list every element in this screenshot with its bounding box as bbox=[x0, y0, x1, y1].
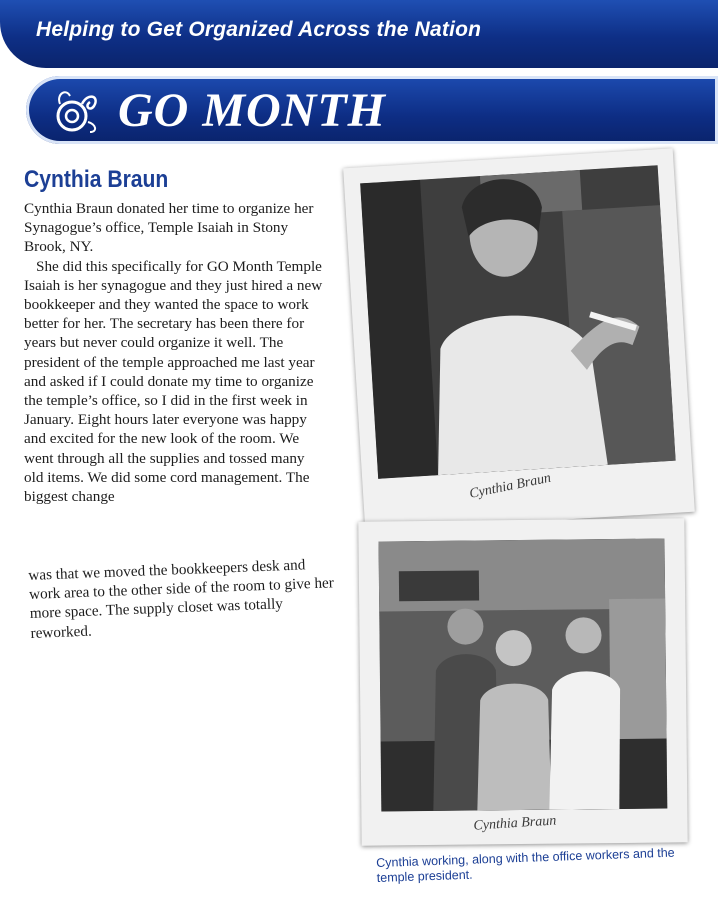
article-paragraph-2: She did this specifically for GO Month Temple Isaiah is her synagogue and they just hired a new bookkeeper and they wanted the space to work better for her. The secretary has been there for years but never could organize it well. The president of the temple approached me last year and asked if I could donate my time to organize the temple’s office, so I did in the first week in January. Eight hours later everyone was happy and excited for the new look of the room. We went through all the supplies and tossed many old items. We did some cord management. The biggest change bbox=[24, 257, 323, 506]
photo-cynthia-working bbox=[343, 148, 695, 531]
top-banner bbox=[0, 0, 718, 68]
article-heading: Cynthia Braun bbox=[24, 166, 169, 193]
article-paragraph-1: Cynthia Braun donated her time to organize her Synagogue’s office, Temple Isaiah in Stony Brook, NY. bbox=[24, 200, 314, 256]
photo-signature: Cynthia Braun bbox=[473, 813, 557, 834]
photo-caption: Cynthia working, along with the office workers and the temple president. bbox=[376, 845, 675, 885]
photo-image bbox=[379, 539, 668, 812]
article-body-continued bbox=[28, 554, 343, 643]
swirl-logo-icon bbox=[48, 84, 102, 138]
article-paragraph-2-continued: was that we moved the bookkeepers desk and work area to the other side of the room to give her more space. The supply closet was totally reworked. bbox=[28, 556, 335, 642]
article-body bbox=[24, 199, 324, 506]
photo-office-workers bbox=[358, 518, 687, 845]
photo-image bbox=[360, 165, 676, 479]
banner-title: Helping to Get Organized Across the Nation bbox=[36, 18, 482, 41]
photo-signature: Cynthia Braun bbox=[468, 470, 553, 502]
section-banner bbox=[26, 76, 718, 144]
section-title: GO MONTH bbox=[118, 84, 386, 137]
